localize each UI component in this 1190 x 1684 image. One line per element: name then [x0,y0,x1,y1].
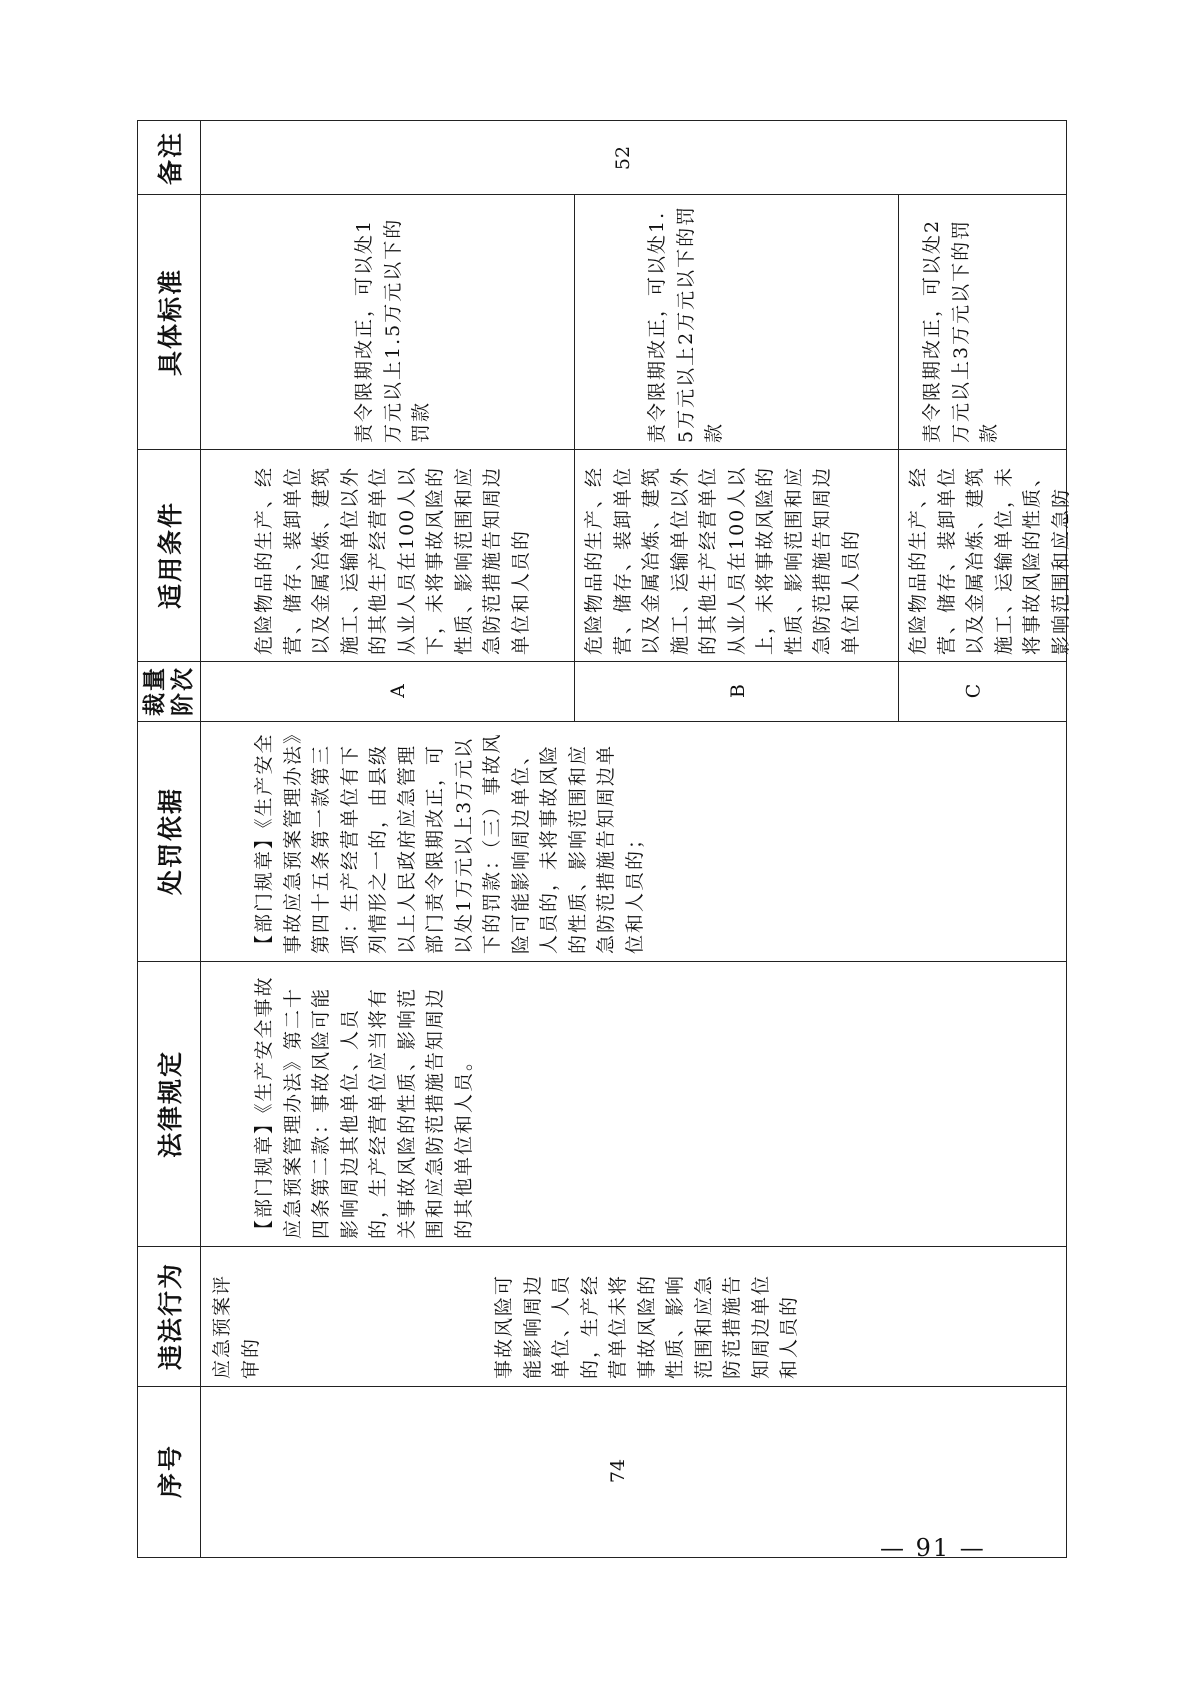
header-law: 法律规定 [156,1049,186,1158]
page-number: — 91 — [880,1534,986,1562]
level-col-divider [138,721,1066,722]
level-b-condition: 危险物品的生产、经营、储存、装卸单位以及金属冶炼、建筑施工、运输单位以外的其他生产经营单位从业人员在100人以上，未将事故风险的性质、影响范围和应急防范措施告知周边单位和人员的 [583,465,862,655]
level-a-code: A [386,684,409,698]
header-standard: 具体标准 [156,267,186,376]
basis-col-divider [138,961,1066,962]
header-basis: 处罚依据 [156,786,186,896]
penalty-table [137,120,1072,1558]
level-a-condition: 危险物品的生产、经营、储存、装卸单位以及金属冶炼、建筑施工、运输单位以外的其他生产经营单位从业人员在100人以下，未将事故风险的性质、影响范围和应急防范措施告知周边单位和人员的 [253,465,532,655]
level-b-standard: 责令限期改正，可以处1.5万元以上2万元以下的罚款 [646,204,725,443]
level-divider-ab [574,194,575,721]
prev-note-tail: 52 [612,145,634,170]
row-law: 【部门规章】《生产安全事故应急预案管理办法》第二十四条第二款：事故风险可能影响周边其他单位、人员的，生产经营单位应当将有关事故风险的性质、影响范围和应急防范措施告知周边的其他单位和人员。 [253,975,475,1239]
header-divider [200,121,201,1557]
row-seq: 74 [607,1458,629,1484]
level-b-code: B [727,684,749,698]
header-level: 裁量 阶次 [142,666,196,716]
law-col-divider [138,1246,1066,1247]
level-divider-bc [898,194,899,721]
row-act: 事故风险可能影响周边单位、人员的，生产经营单位未将事故风险的性质、影响范围和应急防范措施告知周边单位和人员的 [493,1273,800,1379]
header-note: 备注 [155,130,185,185]
header-condition: 适用条件 [156,500,186,610]
prev-act-tail: 应急预案评审的 [211,1273,262,1379]
level-c-condition: 危险物品的生产、经营、储存、装卸单位以及金属冶炼、建筑施工、运输单位，未将事故风险的性质、影响范围和应急防 [907,465,1072,655]
row-basis: 【部门规章】《生产安全事故应急预案管理办法》第四十五条第一款第三项：生产经营单位有下列情形之一的，由县级以上人民政府应急管理部门责令限期改正，可以处1万元以上3万元以下的罚款：（三）事故风险可能影响周边单位、人员的，未将事故风险的性质、影响范围和应急防范措施告知周边单位和人员的； [253,732,646,954]
standard-col-divider [138,449,1066,450]
level-c-code: C [961,683,984,699]
header-act: 违法行为 [156,1261,186,1371]
header-seq: 序号 [155,1443,185,1499]
level-c-standard: 责令限期改正，可以处2万元以上3万元以下的罚款 [921,218,1000,443]
note-col-divider [138,194,1066,195]
level-a-standard: 责令限期改正，可以处1万元以上1.5万元以下的罚款 [353,217,432,443]
condition-col-divider [138,661,1066,662]
